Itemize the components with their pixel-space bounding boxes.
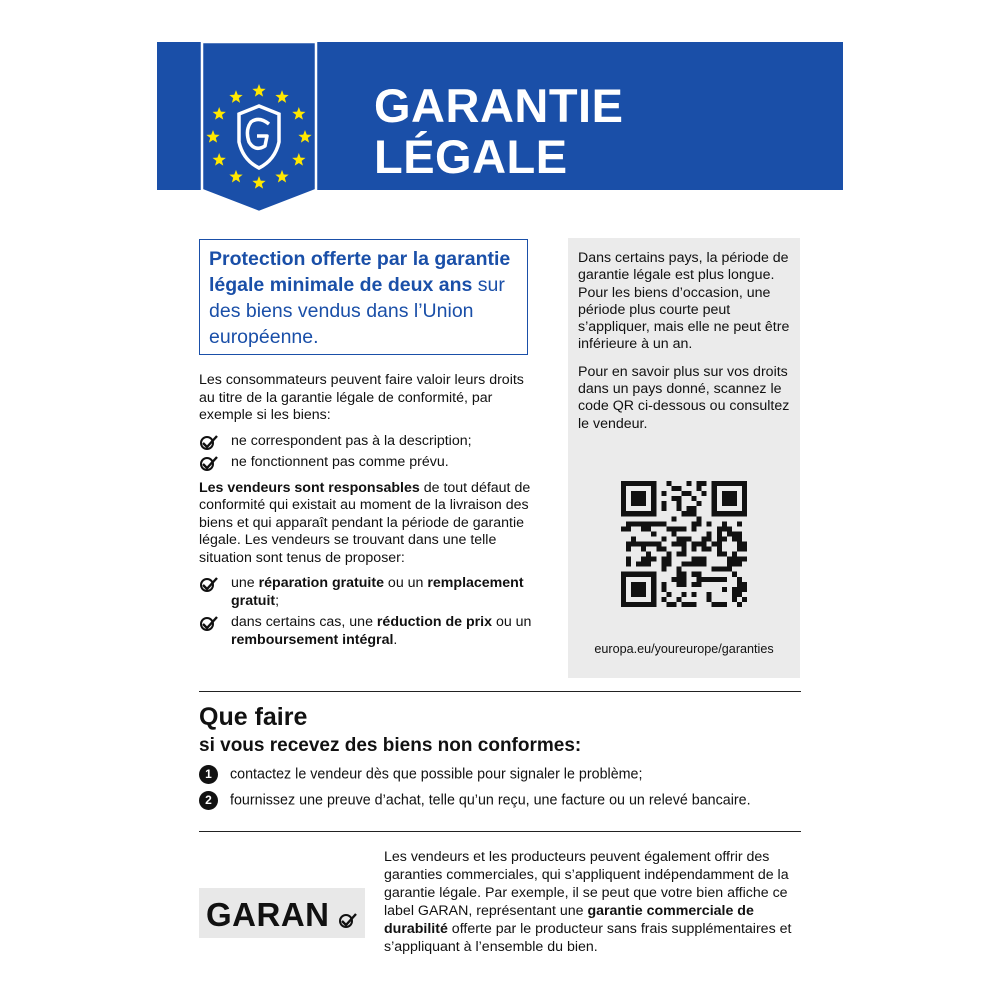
step-item bbox=[199, 791, 751, 810]
sellers-item-1-a: une bbox=[231, 575, 259, 591]
list-item bbox=[199, 575, 534, 610]
intro-bold: Protection offerte par la garantie légale minimale de deux ans bbox=[209, 248, 511, 296]
check-icon bbox=[199, 434, 219, 450]
qr-code-icon[interactable] bbox=[621, 481, 747, 607]
check-icon bbox=[199, 615, 219, 631]
list-item bbox=[199, 454, 534, 472]
check-icon bbox=[199, 455, 219, 471]
sellers-bold: Les vendeurs sont responsables bbox=[199, 479, 420, 496]
sellers-item-2-e: . bbox=[393, 631, 398, 648]
garan-text-b: garantie commerciale de durabilité bbox=[384, 903, 754, 937]
garan-text-a: Les vendeurs et les producteurs peuvent également offrir des garanties commerciales, qui s’appliquent indépendamment de la garantie légale. Par exemple, il se peut que votre bien affiche ce label GARAN, représentant une bbox=[384, 849, 789, 919]
eu-shield-g-icon bbox=[199, 42, 319, 212]
sellers-item-1-b: réparation gratuite bbox=[258, 575, 384, 591]
page-title bbox=[374, 80, 623, 182]
step-2-text: fournissez une preuve d’achat, telle qu’un reçu, une facture ou un relevé bancaire. bbox=[230, 792, 751, 809]
sellers-item-2-d: remboursement intégral bbox=[231, 631, 394, 648]
que-faire-title: Que faire bbox=[199, 703, 308, 731]
step-item bbox=[199, 765, 642, 784]
title-line-2: LÉGALE bbox=[374, 130, 568, 183]
rights-item-1: ne correspondent pas à la description; bbox=[231, 432, 472, 449]
sidebar-para-2: Pour en savoir plus sur vos droits dans un pays donné, scannez le code QR ci-dessous ou consultez le vendeur. bbox=[578, 363, 790, 432]
sellers-item-2-a: dans certains cas, une bbox=[231, 614, 377, 630]
sellers-body: de tout défaut de conformité qui existait au moment de la livraison des biens et qui apparaît pendant la période de garantie légale. Les vendeurs se trouvant dans une telle situation sont tenus de proposer: bbox=[199, 479, 531, 566]
garan-check-icon bbox=[338, 912, 358, 928]
step-1-text: contactez le vendeur dès que possible pour signaler le problème; bbox=[230, 766, 643, 783]
garan-text-c: offerte par le producteur sans frais supplémentaires et s’appliquant à l’ensemble du bien. bbox=[384, 921, 792, 955]
step-number-1-icon: 1 bbox=[199, 765, 218, 784]
rights-section bbox=[199, 372, 534, 653]
intro-box bbox=[199, 239, 528, 355]
sidebar-text bbox=[578, 250, 792, 443]
divider bbox=[199, 831, 801, 832]
divider bbox=[199, 691, 801, 692]
sellers-item-2-c: ou un bbox=[492, 614, 532, 630]
list-item bbox=[199, 614, 534, 649]
garan-logo-text: GARAN bbox=[206, 896, 330, 933]
rights-item-2: ne fonctionnent pas comme prévu. bbox=[231, 454, 449, 470]
rights-text: Les consommateurs peuvent faire valoir leurs droits au titre de la garantie légale de conformité, par exemple si les biens: bbox=[199, 372, 524, 423]
sellers-item-1-c: ou un bbox=[383, 575, 428, 591]
sellers-text bbox=[199, 480, 534, 568]
title-line-1: GARANTIE bbox=[374, 79, 624, 132]
garan-description bbox=[384, 848, 808, 956]
step-number-2-icon: 2 bbox=[199, 791, 218, 810]
check-icon bbox=[199, 576, 219, 592]
sellers-item-2-b: réduction de prix bbox=[376, 614, 492, 630]
europa-link[interactable]: europa.eu/youreurope/garanties bbox=[594, 642, 774, 656]
intro-normal: sur des biens vendus dans l’Union européenne. bbox=[209, 274, 505, 348]
list-item bbox=[199, 433, 534, 451]
sellers-item-1-d: remplacement gratuit bbox=[231, 575, 524, 609]
sellers-item-1-e: ; bbox=[275, 592, 280, 609]
sidebar-para-1: Dans certains pays, la période de garantie légale est plus longue. Pour les biens d’occasion, une période plus courte peut s’appliquer, mais elle ne peut être inférieure à un an. bbox=[578, 250, 790, 353]
que-faire-subtitle: si vous recevez des biens non conformes: bbox=[199, 735, 582, 756]
garan-logo bbox=[199, 888, 365, 938]
